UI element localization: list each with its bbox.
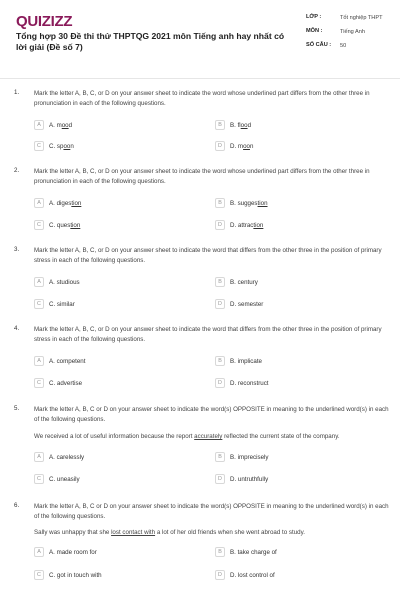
option-d[interactable]: D D. lost control of bbox=[215, 569, 275, 581]
option-letter: C bbox=[34, 570, 44, 580]
option-letter: C bbox=[34, 299, 44, 309]
worksheet-header bbox=[0, 0, 400, 78]
option-c[interactable]: C C. advertise bbox=[34, 377, 82, 389]
meta-row-subject bbox=[306, 28, 396, 36]
option-letter: C bbox=[34, 378, 44, 388]
option-letter: A bbox=[34, 120, 44, 130]
option-letter: B bbox=[215, 198, 225, 208]
option-b[interactable]: B B. take charge of bbox=[215, 546, 277, 558]
option-d[interactable]: D D. untruthfully bbox=[215, 473, 268, 485]
option-c[interactable]: C C. similar bbox=[34, 298, 75, 310]
option-letter: D bbox=[215, 378, 225, 388]
meta-key: LỚP : bbox=[306, 14, 322, 20]
question-number: 4. bbox=[14, 325, 20, 332]
option-a[interactable]: A A. carelessly bbox=[34, 451, 84, 463]
option-letter: A bbox=[34, 198, 44, 208]
option-letter: A bbox=[34, 356, 44, 366]
option-c[interactable]: C C. sp oo n bbox=[34, 140, 74, 152]
question-number: 3. bbox=[14, 246, 20, 253]
option-b[interactable]: B B. imprecisely bbox=[215, 451, 269, 463]
option-letter: C bbox=[34, 141, 44, 151]
meta-row-count bbox=[306, 42, 396, 50]
option-letter: D bbox=[215, 570, 225, 580]
option-c[interactable]: C C. uneasily bbox=[34, 473, 80, 485]
question-number: 2. bbox=[14, 167, 20, 174]
option-d[interactable]: D D. m oo n bbox=[215, 140, 253, 152]
question-text: Mark the letter A, B, C, or D on your answer sheet to indicate the word that differs from the other three in the position of primary stress in each of the following questions. bbox=[34, 247, 382, 264]
meta-value: Tốt nghiệp THPT bbox=[340, 15, 383, 21]
question-sentence: We received a lot of useful information because the report accurately reflected the current state of the company. bbox=[34, 433, 340, 440]
worksheet-title: Tổng hợp 30 Đề thi thử THPTQG 2021 môn Tiếng anh hay nhất có lời giải (Đề số 7) bbox=[16, 31, 285, 52]
question-sentence: Sally was unhappy that she lost contact with a lot of her old friends when she went abroad to study. bbox=[34, 529, 305, 536]
option-letter: D bbox=[215, 299, 225, 309]
option-b[interactable]: B B. fl oo d bbox=[215, 119, 251, 131]
option-c[interactable]: C C. got in touch with bbox=[34, 569, 102, 581]
meta-key: MÔN : bbox=[306, 28, 323, 34]
worksheet-meta bbox=[306, 14, 396, 56]
option-letter: A bbox=[34, 452, 44, 462]
question-number: 5. bbox=[14, 405, 20, 412]
option-letter: C bbox=[34, 474, 44, 484]
option-d[interactable]: D D. semester bbox=[215, 298, 263, 310]
option-letter: B bbox=[215, 120, 225, 130]
question-text: Mark the letter A, B, C or D on your answer sheet to indicate the word(s) OPPOSITE in meaning to the underlined word(s) in each of the following questions. bbox=[34, 406, 389, 423]
option-letter: A bbox=[34, 277, 44, 287]
option-a[interactable]: A A. diges tion bbox=[34, 197, 81, 209]
option-a[interactable]: A A. m oo d bbox=[34, 119, 72, 131]
option-letter: A bbox=[34, 547, 44, 557]
option-letter: B bbox=[215, 547, 225, 557]
option-a[interactable]: A A. competent bbox=[34, 355, 85, 367]
header-divider bbox=[0, 78, 400, 79]
meta-value: Tiếng Anh bbox=[340, 29, 365, 35]
question-text: Mark the letter A, B, C, or D on your answer sheet to indicate the word whose underlined part differs from the other three in pronunciation in each of the following questions. bbox=[34, 90, 370, 107]
option-a[interactable]: A A. made room for bbox=[34, 546, 97, 558]
question-text: Mark the letter A, B, C, or D on your answer sheet to indicate the word whose underlined part differs from the other three in pronunciation in each of the following questions. bbox=[34, 168, 370, 185]
meta-value: 50 bbox=[340, 43, 347, 49]
option-letter: C bbox=[34, 220, 44, 230]
question-text: Mark the letter A, B, C, or D on your answer sheet to indicate the word that differs from the other three in the position of primary stress in each of the following questions. bbox=[34, 326, 382, 343]
option-d[interactable]: D D. reconstruct bbox=[215, 377, 269, 389]
option-b[interactable]: B B. implicate bbox=[215, 355, 262, 367]
option-b[interactable]: B B. century bbox=[215, 276, 258, 288]
option-letter: D bbox=[215, 141, 225, 151]
option-letter: B bbox=[215, 356, 225, 366]
option-c[interactable]: C C. ques tion bbox=[34, 219, 80, 231]
meta-key: SỐ CÂU : bbox=[306, 42, 332, 48]
option-letter: D bbox=[215, 220, 225, 230]
question-text: Mark the letter A, B, C or D on your answer sheet to indicate the word(s) OPPOSITE in meaning to the underlined word(s) in each of the following questions. bbox=[34, 503, 389, 520]
quizizz-logo: QUIZIZZ bbox=[16, 13, 73, 30]
question-number: 1. bbox=[14, 89, 20, 96]
option-a[interactable]: A A. studious bbox=[34, 276, 80, 288]
option-b[interactable]: B B. sugges tion bbox=[215, 197, 268, 209]
option-letter: B bbox=[215, 452, 225, 462]
question-number: 6. bbox=[14, 502, 20, 509]
option-d[interactable]: D D. attrac tion bbox=[215, 219, 263, 231]
meta-row-class bbox=[306, 14, 396, 22]
option-letter: B bbox=[215, 277, 225, 287]
option-letter: D bbox=[215, 474, 225, 484]
